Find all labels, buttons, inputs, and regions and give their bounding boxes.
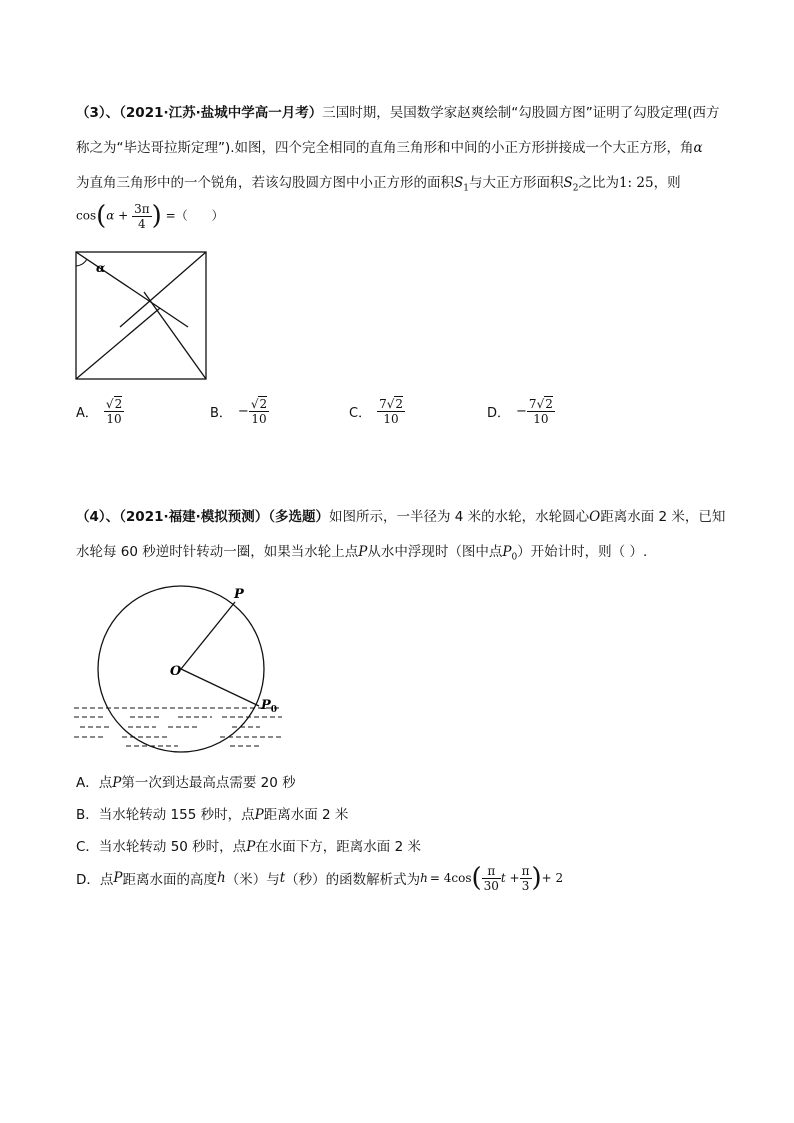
- radius-op0: [181, 669, 259, 706]
- q3-source: （2021·江苏·盐城中学高一月考）: [119, 105, 323, 121]
- q4-p0: P: [502, 544, 512, 560]
- segment: [76, 308, 160, 379]
- q4-line1: [76, 505, 725, 525]
- q4-option-a[interactable]: [76, 771, 296, 791]
- radicand: 2: [545, 397, 553, 411]
- q4-opt-d-formula-t: t +: [500, 871, 520, 885]
- q4-p: P: [358, 544, 368, 560]
- sign: −: [237, 404, 249, 419]
- denominator: 10: [106, 412, 122, 426]
- q3-option-c[interactable]: C． $\frac{7√2}{10}$: [349, 397, 404, 426]
- q4-opt-d-text4: （秒）的函数解析式为: [285, 872, 421, 888]
- q3-number: （3）、: [76, 105, 120, 121]
- q3-expr-cos: cos: [76, 208, 97, 223]
- q4-opt-d-text2: 距离水面的高度: [122, 872, 217, 888]
- q4-opt-d-formula-h: h: [420, 871, 428, 885]
- q4-opt-c-text2: 在水面下方，距离水面 2 米: [255, 839, 421, 855]
- radius-op: [181, 602, 235, 669]
- q3-text-line3a: 为直角三角形中的一个锐角，若该勾股圆方图中小正方形的面积: [76, 175, 454, 191]
- coef: 7: [528, 397, 537, 411]
- q3-s2: S: [563, 175, 573, 191]
- option-label: C．: [349, 406, 372, 421]
- zhao-shuang-figure: [70, 246, 215, 386]
- q4-option-c[interactable]: [76, 835, 421, 855]
- radicand: 2: [114, 397, 123, 411]
- q4-opt-d-30: 30: [483, 878, 499, 893]
- segment: [144, 292, 206, 379]
- denominator: 10: [533, 412, 549, 426]
- q3-option-b[interactable]: B． − $\frac{√2}{10}$: [210, 397, 268, 426]
- q3-expr-alpha: α +: [106, 208, 129, 223]
- q4-opt-b-text2: 距离水面 2 米: [263, 807, 349, 823]
- q4-opt-d-3: 3: [521, 878, 530, 893]
- q4-source: （2021·福建·模拟预测）（多选题）: [119, 509, 329, 525]
- q3-expression: cos(α + $\frac{3\pi}{4}$ ) =（ ）: [76, 201, 224, 231]
- q4-option-d[interactable]: D．点P距离水面的高度h（米）与t（秒）的函数解析式为h = 4cos( $\frac{\pi}{30}$ t + $\frac{\pi}{3}$ )+ 2: [76, 863, 564, 893]
- q3-text-line3c: 之比为: [578, 175, 619, 191]
- q3-s1-sub: 1: [463, 183, 469, 194]
- q4-p0-sub: 0: [511, 552, 518, 563]
- q3-expr-eq: =（ ）: [165, 208, 224, 223]
- q3-s1: S: [454, 175, 464, 191]
- q4-option-b[interactable]: [76, 803, 348, 823]
- q4-opt-d-t: t: [279, 870, 286, 886]
- q3-text-line1: 三国时期，吴国数学家赵爽绘制“勾股圆方图”证明了勾股定理(西方: [322, 105, 720, 121]
- q3-text-line2: 称之为“毕达哥拉斯定理”).如图，四个完全相同的直角三角形和中间的小正方形拼接成一个大正方形，角: [76, 140, 694, 156]
- q4-opt-d-pi1: π: [482, 864, 501, 879]
- denominator: 10: [251, 412, 267, 426]
- q3-expr-fraction: [132, 202, 152, 231]
- q4-opt-d-h: h: [217, 870, 226, 886]
- q3-alpha: α: [693, 140, 703, 156]
- q4-opt-d-formula-eq: = 4cos: [429, 871, 472, 885]
- denominator: 10: [383, 412, 399, 426]
- q4-opt-d-p: P: [113, 870, 123, 886]
- q3-text-line3b: 与大正方形面积: [468, 175, 564, 191]
- q3-line3: [76, 171, 681, 194]
- q4-opt-d-plus2: + 2: [541, 871, 564, 885]
- water-wheel-figure: [70, 580, 290, 760]
- q3-expr-num: 3π: [134, 201, 150, 216]
- q3-option-d[interactable]: D． − $\frac{7√2}{10}$: [487, 397, 553, 426]
- figure-o-label: O: [170, 664, 182, 679]
- option-label: D．: [487, 406, 511, 421]
- q3-expr-den: 4: [138, 216, 146, 231]
- q3-line1: [76, 101, 720, 121]
- radicand: 2: [259, 397, 268, 411]
- q4-opt-a-text: A．点: [76, 775, 113, 791]
- q4-opt-b-p: P: [254, 807, 264, 823]
- q4-opt-d-frac1: [482, 864, 501, 893]
- q4-number: （4）、: [76, 509, 120, 525]
- q4-text-line2c: ）开始计时，则（ ）.: [517, 544, 648, 560]
- q4-text-line1-end: 距离水面 2 米，已知: [600, 509, 726, 525]
- angle-arc: [76, 259, 87, 266]
- q4-opt-a-text2: 第一次到达最高点需要 20 秒: [121, 775, 296, 791]
- q4-opt-d-frac2: [520, 864, 532, 893]
- q3-text-line3d: ，则: [653, 175, 681, 191]
- figure-alpha-label: α: [96, 261, 106, 275]
- q4-text-line1: 如图所示，一半径为 4 米的水轮，水轮圆心: [329, 509, 590, 525]
- q3-s2-sub: 2: [572, 183, 579, 194]
- q4-o: O: [589, 509, 601, 525]
- q4-text-line2a: 水轮每 60 秒逆时针转动一圈，如果当水轮上点: [76, 544, 359, 560]
- figure-p0-label: $P_0$: [261, 698, 278, 715]
- q4-opt-a-p: P: [112, 775, 122, 791]
- q4-opt-c-p: P: [246, 839, 256, 855]
- q3-ratio: 1: 25: [618, 175, 654, 191]
- q3-option-a[interactable]: A． $\frac{√2}{10}$: [76, 397, 123, 426]
- radicand: 2: [395, 397, 404, 411]
- option-label: A．: [76, 406, 98, 421]
- option-label: B．: [210, 406, 232, 421]
- sign: −: [516, 404, 527, 419]
- q4-opt-d-text: D．点: [76, 872, 114, 888]
- q4-opt-b-text: B．当水轮转动 155 秒时，点: [76, 807, 255, 823]
- q4-line2: [76, 540, 647, 563]
- q4-opt-c-text: C．当水轮转动 50 秒时，点: [76, 839, 247, 855]
- q4-opt-d-pi2: π: [521, 863, 530, 878]
- q4-opt-d-text3: （米）与: [225, 872, 280, 888]
- figure-p-label: P: [234, 587, 244, 602]
- q4-text-line2b: 从水中浮现时（图中点: [367, 544, 503, 560]
- coef: 7: [379, 397, 387, 411]
- q3-line2: [76, 136, 703, 156]
